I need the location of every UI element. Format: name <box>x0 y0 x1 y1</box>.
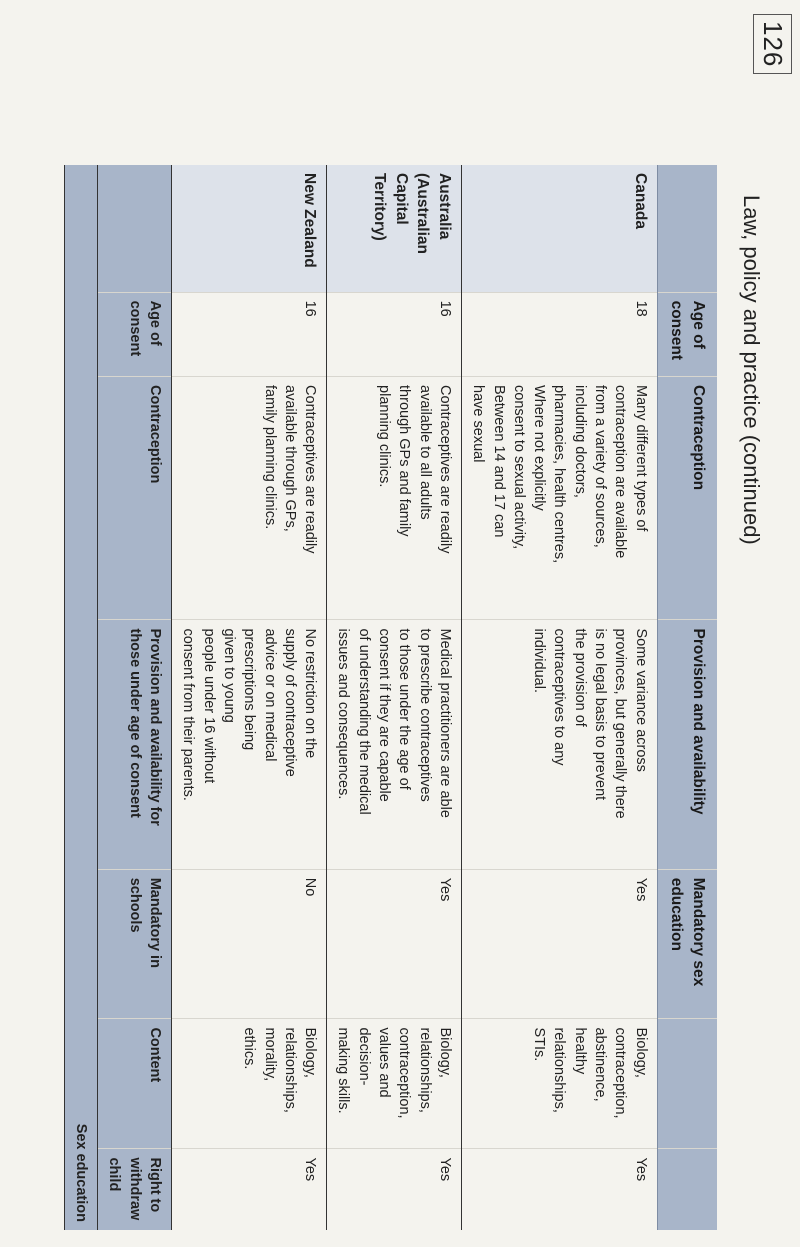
cell-conditions <box>172 869 327 1019</box>
cell-line: family planning clinics. <box>261 385 278 530</box>
cell-line: No restriction on the <box>302 628 319 759</box>
cell-line: Contraceptives are readily <box>436 385 453 554</box>
header-contraception: Contraception <box>657 377 717 620</box>
cell-line: available to all adults <box>416 385 433 520</box>
table-row <box>172 165 327 1230</box>
header-withdraw <box>657 1149 717 1230</box>
cell-provision <box>327 377 462 620</box>
cell-line: have sexual <box>470 385 487 463</box>
header-age-of-consent: Age of consent <box>657 292 717 376</box>
cell-line: Canada <box>631 173 649 229</box>
cell-age-of-consent <box>461 292 657 376</box>
cell-line: Yes <box>436 877 453 902</box>
cell-withdraw <box>172 1149 327 1230</box>
cell-line: issues and consequences. <box>335 628 352 800</box>
cell-line: consent if they are capable <box>376 628 393 802</box>
cell-line: relationships, <box>416 1027 433 1113</box>
cell-line: pharmacies, health centres, <box>551 385 568 564</box>
cell-line: Territory) <box>370 173 388 241</box>
cell-line: from a variety of sources, <box>592 385 609 548</box>
cell-provision <box>461 377 657 620</box>
footer-cell: Mandatory in schools <box>98 869 172 1019</box>
running-head: Law, policy and practice (continued) <box>739 195 764 545</box>
cell-line: Biology, <box>632 1027 649 1078</box>
cell-line: contraception are available <box>612 385 629 559</box>
cell-line: ethics. <box>241 1027 258 1070</box>
cell-mandatory <box>172 620 327 869</box>
cell-line: the provision of <box>571 628 588 727</box>
cell-line: relationships, <box>551 1027 568 1113</box>
cell-line: individual. <box>531 628 548 693</box>
cell-line: Yes <box>436 1157 453 1182</box>
law-policy-table <box>64 165 717 1230</box>
cell-age-of-consent <box>327 292 462 376</box>
table-header <box>657 165 717 1230</box>
table-caption-row <box>64 165 97 1230</box>
cell-withdraw <box>461 1149 657 1230</box>
header-content <box>657 1019 717 1149</box>
cell-mandatory <box>461 620 657 869</box>
cell-line: morality, <box>261 1027 278 1082</box>
cell-provision <box>172 377 327 620</box>
cell-jurisdiction <box>172 165 327 292</box>
table-header-row <box>657 165 717 1230</box>
cell-line: supply of contraceptive <box>281 628 298 777</box>
footer-cell: Provision and availability for those under age of consent <box>98 620 172 869</box>
page-number: 126 <box>753 14 792 74</box>
footer-cell <box>98 165 172 292</box>
footer-cell: Age of consent <box>98 292 172 376</box>
cell-line: New Zealand <box>301 173 319 268</box>
cell-line: healthy <box>571 1027 588 1075</box>
cell-line: (Australian Capital <box>392 173 432 254</box>
cell-line: contraception, <box>612 1027 629 1119</box>
header-mandatory: Mandatory sex education <box>657 869 717 1019</box>
cell-withdraw <box>327 1149 462 1230</box>
cell-line: prescriptions being <box>241 628 258 751</box>
cell-line: available through GPs, <box>281 385 298 532</box>
cell-line: contraception, <box>396 1027 413 1119</box>
table-row <box>461 165 657 1230</box>
header-jurisdiction <box>657 165 717 292</box>
cell-line: people under 16 without <box>200 628 217 784</box>
cell-line: to prescribe contraceptives <box>416 628 433 802</box>
cell-line: Some variance across <box>632 628 649 772</box>
cell-line: Australia <box>435 173 453 240</box>
cell-conditions <box>461 869 657 1019</box>
cell-line: STIs. <box>531 1027 548 1062</box>
cell-line: values and <box>376 1027 393 1098</box>
cell-line: abstinence, <box>592 1027 609 1102</box>
header-provision: Provision and availability <box>657 620 717 869</box>
cell-line: Biology, <box>302 1027 319 1078</box>
cell-content <box>327 1019 462 1149</box>
cell-line: Between 14 and 17 can <box>490 385 507 538</box>
footer-caption: Sex education <box>64 165 97 1230</box>
cell-mandatory <box>327 620 462 869</box>
cell-line: provinces, but generally there <box>612 628 629 819</box>
footer-cell: Right to withdraw child <box>98 1149 172 1230</box>
cell-line: through GPs and family <box>396 385 413 537</box>
cell-line: Yes <box>632 1157 649 1182</box>
cell-line: planning clinics. <box>376 385 393 488</box>
cell-line: 18 <box>632 300 649 317</box>
cell-line: given to young <box>220 628 237 723</box>
cell-line: making skills. <box>335 1027 352 1114</box>
cell-line: advice or on medical <box>261 628 278 762</box>
cell-line: Where not explicitly <box>531 385 548 511</box>
cell-line: No <box>302 877 319 897</box>
cell-line: consent from their parents. <box>180 628 197 801</box>
cell-line: 16 <box>436 300 453 317</box>
table-row <box>327 165 462 1230</box>
cell-line: Biology, <box>436 1027 453 1078</box>
cell-line: including doctors, <box>571 385 588 498</box>
footer-cell: Content <box>98 1019 172 1149</box>
footer-cell: Contraception <box>98 377 172 620</box>
cell-content <box>172 1019 327 1149</box>
table-footer-row <box>98 165 172 1230</box>
cell-jurisdiction <box>327 165 462 292</box>
cell-line: 16 <box>302 300 319 317</box>
cell-line: Yes <box>632 877 649 902</box>
cell-conditions <box>327 869 462 1019</box>
cell-line: consent to sexual activity, <box>510 385 527 550</box>
table-body <box>64 165 657 1230</box>
cell-line: Contraceptives are readily <box>302 385 319 554</box>
cell-line: is no legal basis to prevent <box>592 628 609 801</box>
cell-content <box>461 1019 657 1149</box>
cell-line: Yes <box>302 1157 319 1182</box>
cell-line: to those under the age of <box>396 628 413 790</box>
cell-jurisdiction <box>461 165 657 292</box>
cell-line: Many different types of <box>632 385 649 532</box>
cell-age-of-consent <box>172 292 327 376</box>
cell-line: relationships, <box>281 1027 298 1113</box>
cell-line: decision- <box>355 1027 372 1086</box>
cell-line: Medical practitioners are able <box>436 628 453 818</box>
cell-line: contraceptives to any <box>551 628 568 766</box>
cell-line: of understanding the medical <box>355 628 372 815</box>
